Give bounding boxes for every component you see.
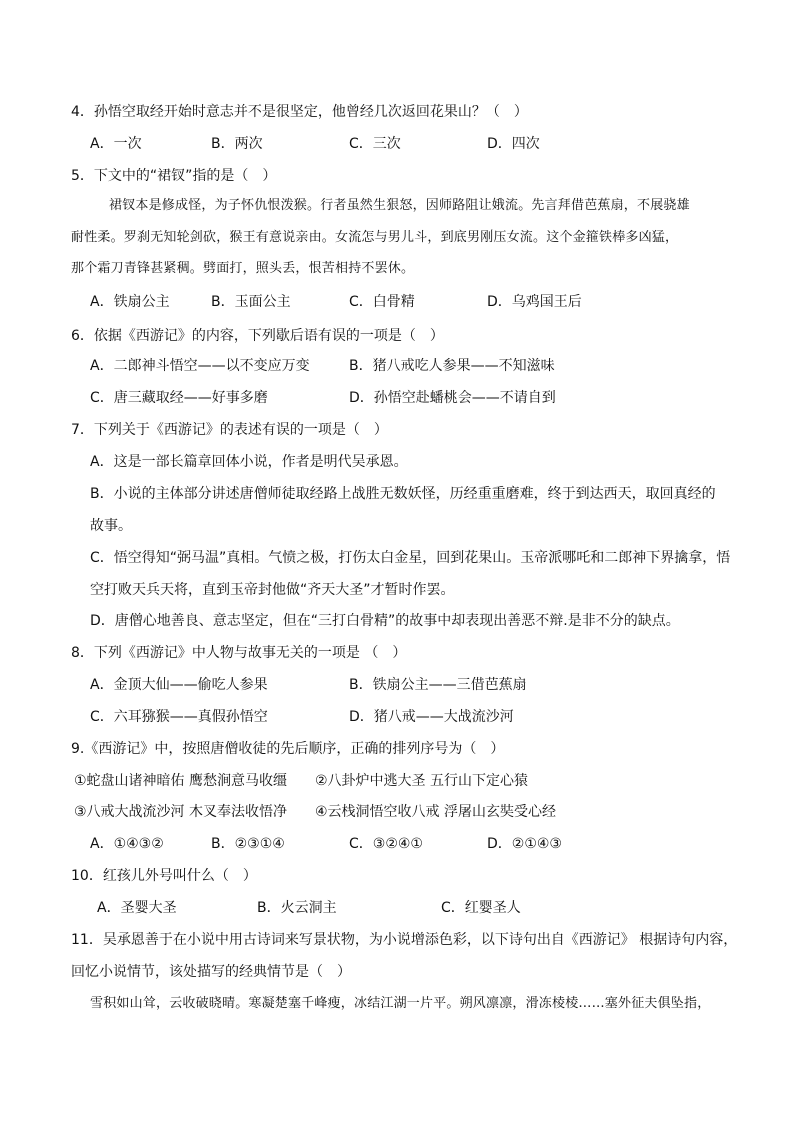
q6-option-c: C．唐三藏取经——好事多磨 [90,390,268,406]
question-8-stem: 8．下列《西游记》中人物与故事无关的一项是 （ ） [71,645,407,661]
q9-option-a: A．①④③② [90,836,164,852]
q8-option-b: B．铁扇公主——三借芭蕉扇 [349,677,527,693]
q5-option-a: A．铁扇公主 [90,294,170,310]
q7-option-d: D．唐僧心地善良、意志坚定，但在“三打白骨精”的故事中却表现出善恶不辩.是非不分的缺点。 [90,613,680,629]
q6-option-b: B．猪八戒吃人参果——不知滋味 [349,358,555,374]
q5-option-d: D．乌鸡国王后 [487,294,582,310]
question-9-stem: 9.《西游记》中，按照唐僧收徒的先后顺序，正确的排列序号为（ ） [71,741,505,757]
q7-option-b: B．小说的主体部分讲述唐僧师徒取经路上战胜无数妖怪，历经重重磨难，终于到达西天，取回真经的 [90,486,716,502]
q4-option-c: C．三次 [349,136,401,152]
q8-option-c: C．六耳猕猴——真假孙悟空 [90,709,268,725]
q6-option-a: A．二郎神斗悟空——以不变应万变 [90,358,310,374]
q5-passage-line-2: 耐性柔。罗刹无知轮剑砍，猴王有意说亲由。女流怎与男儿斗，到底男刚压女流。这个金箍铁棒多凶猛， [71,230,679,245]
q8-option-a: A．金顶大仙——偷吃人参果 [90,677,268,693]
q11-passage-line-1: 雪积如山耸，云收破晓晴。寒凝楚塞千峰瘦，冰结江湖一片平。朔风凛凛，滑冻棱棱……塞外征夫俱坠指， [90,996,711,1011]
q4-option-d: D．四次 [487,136,540,152]
q8-option-d: D．猪八戒——大战流沙河 [349,709,514,725]
q9-item-2: ②八卦炉中逃大圣 五行山下定心猿 [315,773,529,789]
question-10-stem: 10．红孩儿外号叫什么（ ） [71,868,257,884]
q9-item-1: ①蛇盘山诸神暗佑 鹰愁涧意马收缰 [74,773,288,789]
q9-option-c: C．③②④① [349,836,423,852]
q7-option-a: A．这是一部长篇章回体小说，作者是明代吴承恩。 [90,454,408,470]
q5-option-c: C．白骨精 [349,294,415,310]
q4-option-b: B．两次 [211,136,263,152]
q7-option-c-cont: 空打败天兵天将，直到玉帝封他做“齐天大圣”才暂时作罢。 [90,582,455,598]
question-4-stem: 4．孙悟空取经开始时意志并不是很坚定，他曾经几次返回花果山？（ ） [71,104,528,120]
question-5-stem: 5．下文中的“裙钗”指的是（ ） [71,168,277,184]
q5-option-b: B．玉面公主 [211,294,291,310]
q10-option-b: B．火云洞主 [257,900,337,916]
q5-passage-line-1: 裙钗本是修成怪，为子怀仇恨泼猴。行者虽然生狠怒，因师路阻让娥流。先言拜借芭蕉扇，不展骁雄 [109,198,690,213]
question-11-stem-cont: 回忆小说情节，该处描写的经典情节是（ ） [71,964,351,980]
q9-option-d: D．②①④③ [487,836,562,852]
q6-option-d: D．孙悟空赴蟠桃会——不请自到 [349,390,556,406]
q10-option-a: A．圣婴大圣 [97,900,177,916]
question-11-stem: 11．吴承恩善于在小说中用古诗词来写景状物，为小说增添色彩，以下诗句出自《西游记》 根据诗句内容， [71,932,738,948]
q5-passage-line-3: 那个霜刀青锋甚紧稠。劈面打，照头丢，恨苦相持不罢休。 [71,261,415,276]
q7-option-c: C．悟空得知“弼马温”真相。气愤之极，打伤太白金星，回到花果山。玉帝派哪吒和二郎神下界擒拿，悟 [90,550,731,566]
q7-option-b-cont: 故事。 [90,518,132,534]
question-7-stem: 7．下列关于《西游记》的表述有误的一项是（ ） [71,422,388,438]
q9-item-4: ④云栈洞悟空收八戒 浮屠山玄奘受心经 [315,804,556,820]
q9-option-b: B．②③①④ [211,836,285,852]
q10-option-c: C．红婴圣人 [441,900,521,916]
question-6-stem: 6．依据《西游记》的内容，下列歇后语有误的一项是（ ） [71,328,444,344]
q9-item-3: ③八戒大战流沙河 木叉奉法收悟净 [74,804,288,820]
q4-option-a: A．一次 [90,136,142,152]
